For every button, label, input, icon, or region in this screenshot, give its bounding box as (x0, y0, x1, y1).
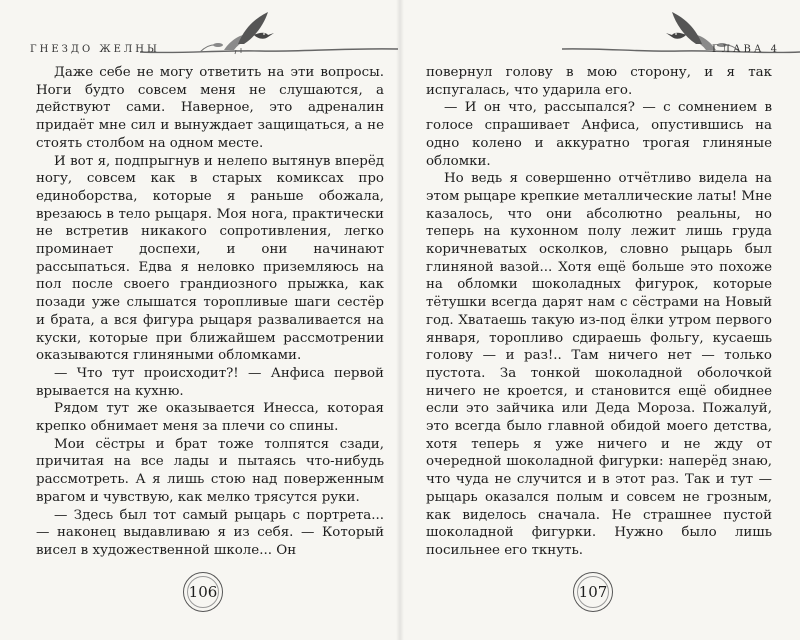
paragraph: Но ведь я совершенно отчётливо видела на этом рыцаре крепкие металлические латы! Мне казалось, что они абсолютно реальны, но теперь на кухонном полу лежит лишь груда коричневатых осколков, словно рыцарь был глиняной вазой... Хотя ещё больше это похоже на обломки шоколадных фигурок, которые тётушки всегда дарят нам с сёстрами на Новый год. Хватаешь такую из-под ёлки утром первого января, торопливо сдираешь фольгу, кусаешь голову — и раз!.. Там ничего нет — только пустота. За тонкой шоколадной оболочкой ничего не кроется, и становится ещё обиднее если это зайчика или Деда Мороза. Пожалуй, это всегда было главной обидой моего детства, хотя теперь я уже ничего и не жду от очередной шоколадной фигурки: наперёд знаю, что чуда не случится и в этот раз. Так и тут — рыцарь оказался полым и совсем не грозным, как виделось сначала. Не страшнее пустой шоколадной фигурки. Нужно было лишь посильнее его ткнуть. (426, 171, 772, 558)
paragraph: — Здесь был тот самый рыцарь с портрета... — наконец выдавливаю я из себя. — Который висел в художественной школе... Он (36, 507, 384, 558)
bird-on-branch-illustration (560, 8, 800, 68)
paragraph: Рядом тут же оказывается Инесса, которая крепко обнимает меня за плечи со спины. (36, 401, 384, 435)
bird-on-branch-illustration (140, 8, 400, 68)
paragraph: повернул голову в мою сторону, и я так испугалась, что ударила его. (426, 65, 772, 98)
page-number-left: 106 (183, 572, 223, 612)
paragraph: — И он что, рассыпался? — с сомнением в голосе спрашивает Анфиса, опустившись на одно колено и аккуратно трогая глиняные обломки. (426, 100, 772, 169)
running-head-chapter: ГЛАВА 4 (711, 44, 780, 55)
page-number-right: 107 (573, 572, 613, 612)
book-gutter (396, 0, 404, 640)
running-head-book-title: ГНЕЗДО ЖЕЛНЫ (30, 44, 160, 55)
left-page (30, 0, 390, 640)
paragraph: И вот я, подпрыгнув и нелепо вытянув вперёд ногу, совсем как в старых комиксах про единоборства, которые я раньше обожала, врезаюсь в тело рыцаря. Моя нога, практически не встретив никакого сопротивления, легко проминает доспехи, и они начинают рассыпаться. Едва я неловко приземляюсь на пол после своего грандиозного прыжка, как позади уже слышатся торопливые шаги сестёр и брата, а вся фигура рыцаря разваливается на куски, которые при ближайшем рассмотрении оказываются глиняными обломками. (36, 153, 384, 364)
right-page-text (426, 64, 772, 560)
left-page-text (36, 64, 384, 560)
right-page (420, 0, 780, 640)
paragraph: Даже себе не могу ответить на эти вопросы. Ноги будто совсем меня не слушаются, а действуют сами. Наверное, это адреналин придаёт мне сил и вынуждает защищаться, а не стоять столбом на одном месте. (36, 65, 384, 151)
paragraph: Мои сёстры и брат тоже толпятся сзади, причитая на все лады и пытаясь что-нибудь рассмотреть. А я лишь стою над поверженным врагом и чувствую, как мелко трясутся руки. (36, 436, 384, 505)
paragraph: — Что тут происходит?! — Анфиса первой врывается на кухню. (36, 365, 384, 399)
